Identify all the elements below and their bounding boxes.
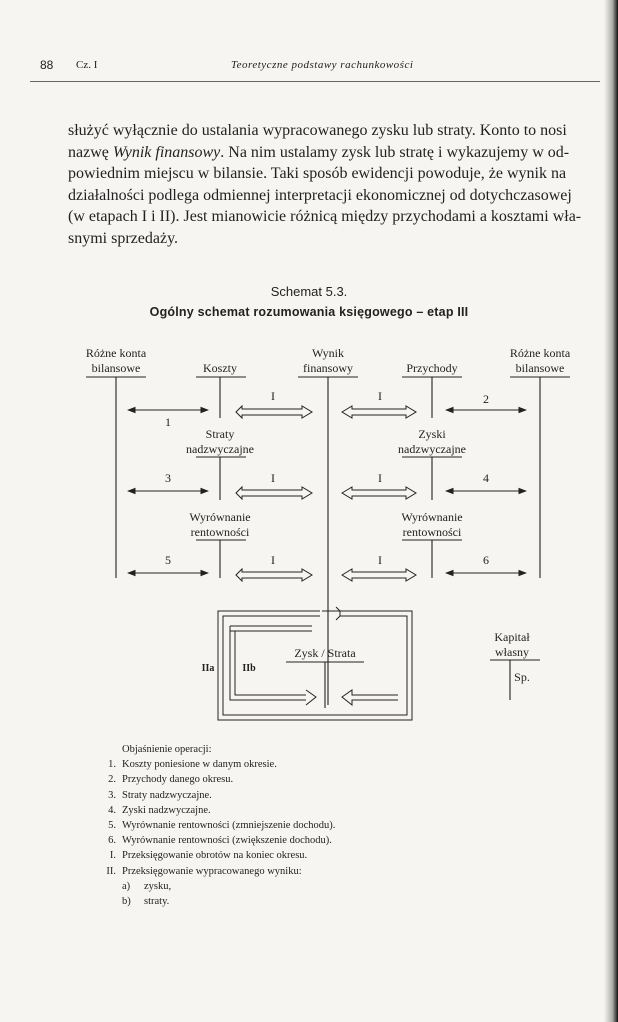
operation-number: 5 — [165, 553, 171, 567]
legend-item — [100, 848, 335, 863]
operation-number: I — [271, 471, 275, 485]
legend-title: Objaśnienie operacji: — [122, 744, 212, 755]
account-label: bilansowe — [515, 361, 565, 375]
operation-number: I — [378, 471, 382, 485]
operation-arrows — [128, 410, 526, 573]
legend-item-number: 3. — [108, 789, 116, 801]
page-number: 88 — [40, 58, 54, 72]
account-label: finansowy — [303, 361, 353, 375]
legend-item-number: II. — [106, 865, 116, 877]
account-entry: Sp. — [514, 670, 530, 684]
body-line: powiednim miejscu w bilansie. Taki sposób ewidencji powoduje, że wynik na — [68, 165, 567, 183]
legend-item — [100, 833, 335, 848]
legend-item — [100, 864, 335, 879]
legend-item-text: Koszty poniesione w danym okresie. — [122, 759, 277, 771]
legend-item-text: Przeksięgowanie obrotów na koniec okresu. — [122, 850, 308, 862]
scheme-title: Ogólny schemat rozumowania księgowego – etap III — [149, 305, 469, 319]
legend-item-number: 1. — [108, 759, 116, 771]
operation-number: I — [271, 389, 275, 403]
account-label: Wyrównanie — [189, 510, 251, 524]
operation-number: I — [378, 389, 382, 403]
account-label: Różne konta — [509, 346, 571, 360]
operation-number: IIa — [201, 663, 215, 674]
account-label: Przychody — [406, 361, 458, 375]
body-line: działalności podlega odmiennej interpretacji ekonomicznej od dotychczasowej — [68, 186, 572, 204]
account-label: Kapitał — [494, 630, 530, 644]
account-label: Koszty — [203, 361, 237, 375]
legend-item — [100, 803, 335, 818]
legend-sub-item — [122, 879, 335, 894]
account-label: Różne konta — [85, 346, 147, 360]
account-label: rentowności — [402, 525, 462, 539]
legend-sub-item-text: zysku, — [144, 880, 172, 892]
legend-item — [100, 818, 335, 833]
legend-item — [100, 757, 335, 772]
operation-number: 6 — [483, 553, 489, 567]
account-name-italic: Wynik finansowy — [112, 143, 221, 161]
legend-sub-item — [122, 894, 335, 909]
running-title: Teoretyczne podstawy rachunkowości — [231, 59, 414, 71]
operation-number: 1 — [165, 415, 171, 429]
legend-item-text: Przeksięgowanie wypracowanego wyniku: — [122, 865, 302, 877]
body-line: służyć wyłącznie do ustalania wypracowanego zysku lub straty. Konto to nosi — [68, 122, 567, 139]
operation-number: 3 — [165, 471, 171, 485]
body-line: (w etapach I i II). Jest mianowicie różnicą między przychodami a kosztami wła- — [68, 208, 582, 226]
account-label: nadzwyczajne — [186, 442, 254, 456]
legend-sub-item-text: straty. — [144, 896, 170, 908]
legend-item-number: 4. — [108, 804, 116, 816]
operation-number: I — [271, 553, 275, 567]
account-label: nadzwyczajne — [398, 442, 466, 456]
account-label: Zyski — [418, 427, 446, 441]
account-label: Wyrównanie — [401, 510, 463, 524]
scheme-label: Schemat 5.3. — [270, 284, 348, 299]
legend-sub-item-label: b) — [122, 896, 131, 908]
accounting-diagram — [0, 330, 618, 730]
account-label: rentowności — [190, 525, 250, 539]
operation-number: I — [378, 553, 382, 567]
legend-item-number: I. — [109, 850, 116, 862]
legend-item-text: Straty nadzwyczajne. — [122, 789, 212, 801]
account-label: Straty — [205, 427, 235, 441]
legend-item-number: 2. — [108, 774, 116, 786]
body-line: snymi sprzedaży. — [68, 229, 179, 247]
legend-item-text: Przychody danego okresu. — [122, 774, 234, 786]
legend-item — [100, 772, 335, 787]
account-label: Wynik — [312, 346, 344, 360]
operation-number: 2 — [483, 392, 489, 406]
transfer-arrows — [236, 406, 416, 581]
part-label: Cz. I — [76, 59, 98, 71]
legend-item-number: 6. — [108, 835, 116, 847]
legend-sub-item-label: a) — [122, 880, 131, 892]
operation-number: IIb — [242, 663, 256, 674]
legend-item-text: Zyski nadzwyczajne. — [122, 804, 211, 816]
body-line: nazwę Wynik finansowy. Na nim ustalamy zysk lub stratę i wykazujemy w od- — [68, 143, 570, 161]
body-paragraph — [68, 120, 600, 250]
account-label: Zysk / Strata — [294, 646, 356, 660]
legend-item-text: Wyrównanie rentowności (zwiększenie dochodu). — [122, 835, 332, 847]
legend-item-text: Wyrównanie rentowności (zmniejszenie dochodu). — [122, 820, 336, 832]
account-label: bilansowe — [91, 361, 141, 375]
account-label: własny — [495, 645, 529, 659]
legend-item — [100, 788, 335, 803]
header-rule — [30, 81, 600, 82]
legend — [100, 742, 335, 909]
operation-number: 4 — [483, 471, 489, 485]
legend-item-number: 5. — [108, 820, 116, 832]
